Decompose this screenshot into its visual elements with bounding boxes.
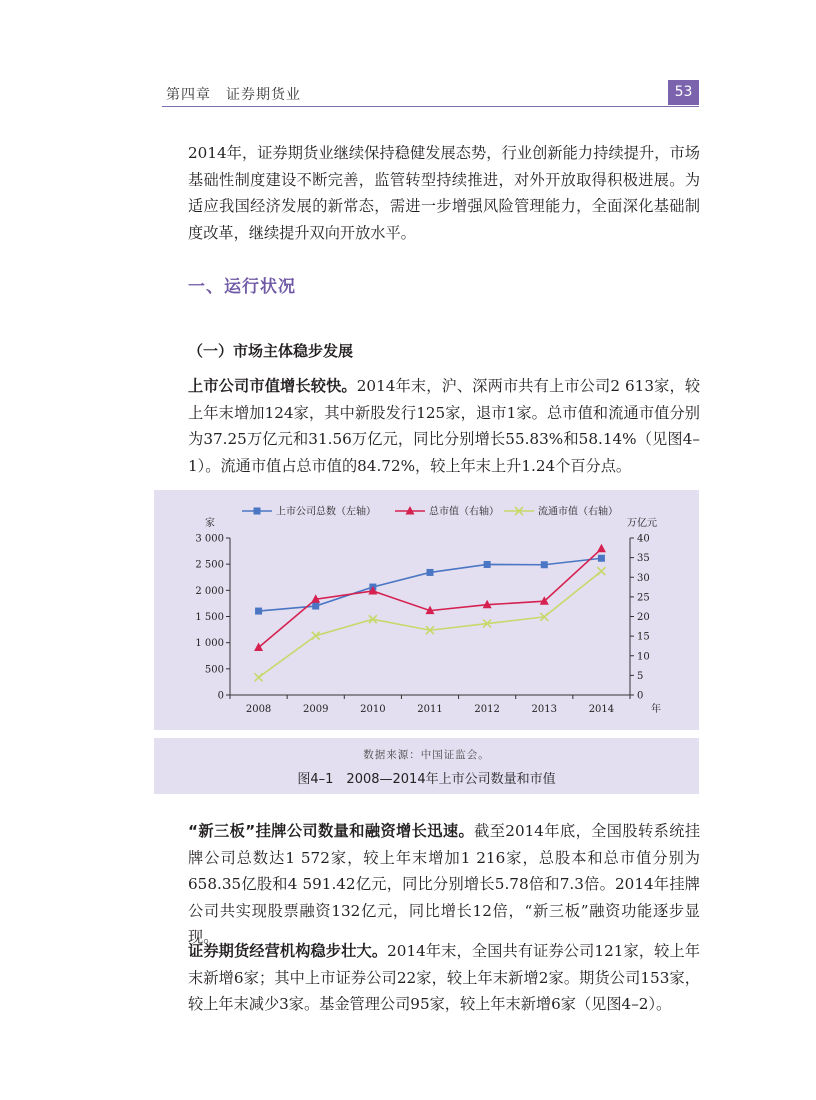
intro-text: 2014年，证券期货业继续保持稳健发展态势，行业创新能力持续提升，市场基础性制度建设不断完善，监管转型持续推进，对外开放取得积极进展。为适应我国经济发展的新常态，需进一步增强风险管理能力，全面深化基础制度改革，继续提升双向开放水平。 [188,144,700,242]
page-number: 53 [668,80,699,105]
paragraph-institutions [188,938,700,1018]
data-point [598,555,605,562]
data-point [255,673,263,681]
x-tick-label: 2010 [360,704,386,715]
data-point [484,561,491,568]
left-tick-label: 2 000 [195,585,224,597]
left-tick-label: 0 [217,690,224,702]
legend-label: 总市值（右轴） [429,506,499,518]
legend-label: 流通市值（右轴） [538,506,618,518]
data-point [597,567,605,575]
legend-marker [254,508,261,515]
left-tick-label: 1 000 [195,638,224,650]
left-tick-label: 500 [204,664,224,676]
series-line [259,571,602,677]
figure-caption-panel [154,738,699,794]
data-point [427,569,434,576]
line-chart [154,490,699,730]
subsection-title: （一）市场主体稳步发展 [188,342,354,360]
right-tick-label: 25 [637,592,650,604]
right-tick-label: 10 [637,651,650,663]
data-point [254,643,263,652]
right-tick-label: 35 [637,553,650,565]
page-header [162,80,699,107]
paragraph-lead: 上市公司市值增长较快。 [188,377,357,395]
right-axis-unit: 万亿元 [627,518,657,529]
paragraph-lead: “新三板”挂牌公司数量和融资增长迅速。 [188,822,475,840]
left-tick-label: 1 500 [195,612,224,623]
figure-source: 数据来源：中国证监会。 [363,749,490,761]
left-tick-label: 3 000 [195,533,224,545]
chapter-title: 第四章 证券期货业 [166,87,301,103]
paragraph-body: 截至2014年底，全国股转系统挂牌公司总数达1 572家，较上年末增加1 216家，总股本和总市值分别为658.35亿股和4 591.42亿元，同比分别增长5.78倍和7.3倍。2014年挂牌公司共实现股票融资132亿元，同比增长12倍，“新三板”融资功能逐步显现。 [188,822,701,947]
left-axis-unit: 家 [205,518,215,529]
data-point [255,608,262,615]
chart-panel [154,490,699,730]
data-point [597,544,606,553]
x-tick-label: 2011 [417,704,443,715]
right-tick-label: 15 [637,631,650,643]
data-point [541,561,548,568]
paragraph-lead: 证券期货经营机构稳步壮大。 [188,942,388,960]
x-tick-label: 2008 [245,704,272,715]
right-tick-label: 5 [637,670,644,682]
figure-caption: 图4–1 2008—2014年上市公司数量和市值 [297,772,556,787]
left-tick-label: 2 500 [195,559,224,571]
x-tick-label: 2012 [474,704,500,715]
right-tick-label: 30 [637,572,650,584]
paragraph-body: 2014年末，沪、深两市共有上市公司2 613家，较上年末增加124家，其中新股发行125家，退市1家。总市值和流通市值分别为37.25万亿元和31.56万亿元，同比分别增长55.83%和58.14%（见图4–1）。流通市值占总市值的84.72%，较上年末上升1.24个百分点。 [188,377,701,475]
right-tick-label: 40 [637,533,650,545]
data-point [312,603,319,610]
x-axis-unit: 年 [651,704,661,715]
x-tick-label: 2009 [302,704,329,715]
x-tick-label: 2014 [588,704,615,715]
paragraph-listed-companies [188,373,700,479]
section-title: 一、运行状况 [188,277,296,297]
right-tick-label: 0 [637,690,644,702]
legend-label: 上市公司总数（左轴） [276,506,376,518]
paragraph-neeq [188,818,700,951]
paragraph-body: 2014年末，全国共有证券公司121家，较上年末新增6家；其中上市证券公司22家，较上年末新增2家。期货公司153家，较上年末减少3家。基金管理公司95家，较上年末新增6家（见图4–2）。 [188,942,701,1014]
intro-paragraph [188,140,700,246]
right-tick-label: 20 [637,612,650,623]
x-tick-label: 2013 [531,704,558,715]
